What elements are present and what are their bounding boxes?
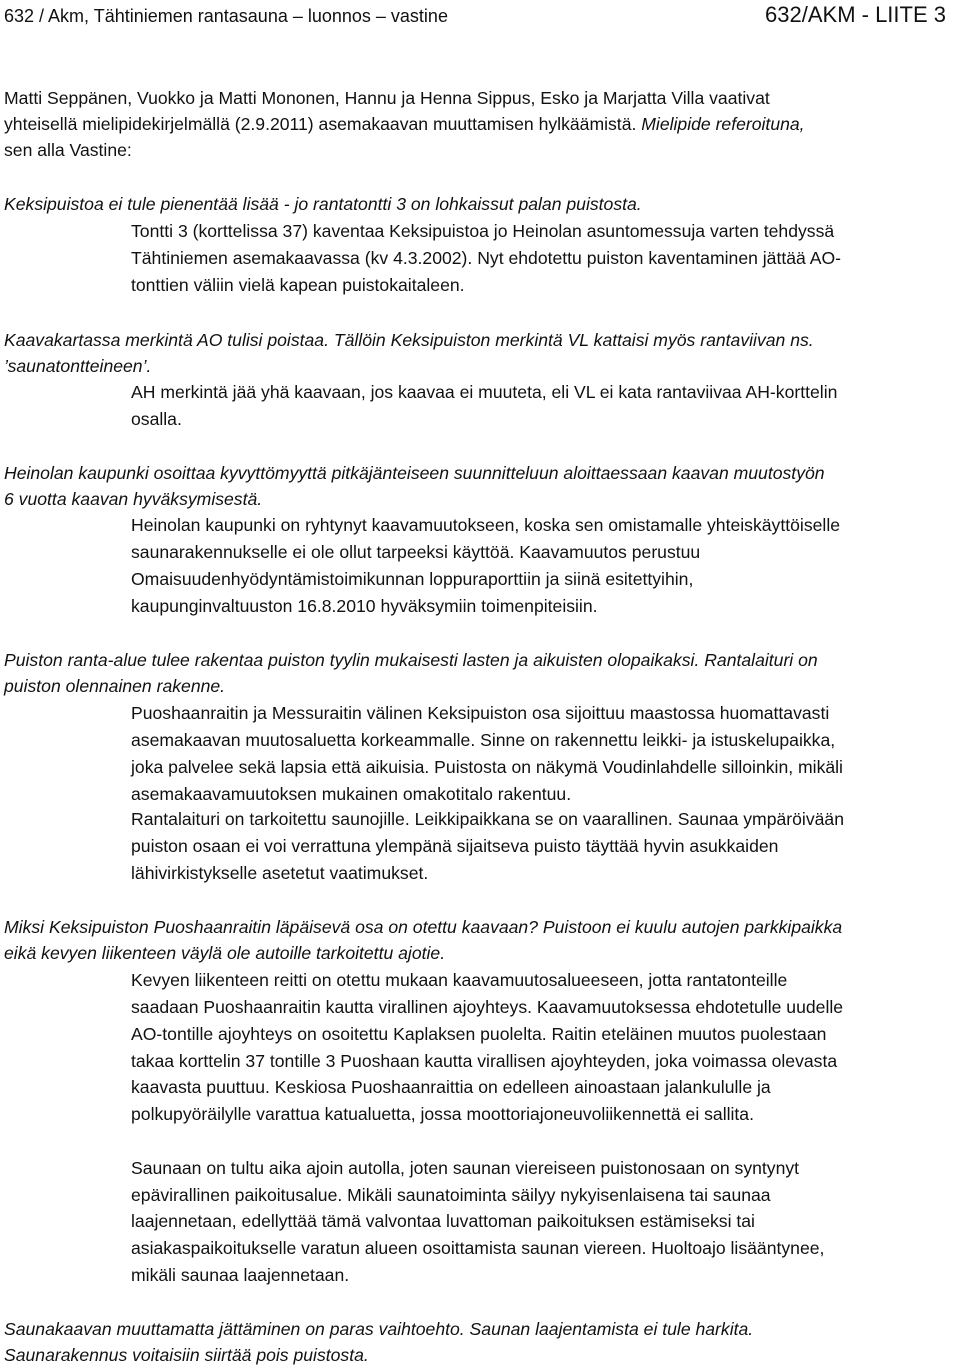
reply-line: lähivirkistykselle asetetut vaatimukset. xyxy=(131,863,429,883)
claim-line: ’saunatontteineen’. xyxy=(4,356,152,376)
intro-line: Matti Seppänen, Vuokko ja Matti Mononen, Hannu ja Henna Sippus, Esko ja Marjatta Villa vaativat xyxy=(4,88,770,108)
intro-italic-text: Mielipide referoituna, xyxy=(641,114,805,134)
reply-line: Tontti 3 (korttelissa 37) kaventaa Keksipuistoa jo Heinolan asuntomessuja varten tehdyssä xyxy=(131,221,835,241)
reply-line: joka palvelee sekä lapsia että aikuisia. Puistosta on näkymä Voudinlahdelle silloinkin, mikäli xyxy=(131,757,843,777)
reply-line: kaavasta puuttuu. Keskiosa Puoshaanraittia on edelleen ainoastaan jalankululle ja xyxy=(131,1077,771,1097)
reply-line: mikäli saunaa laajennetaan. xyxy=(131,1265,350,1285)
claim-line: Keksipuistoa ei tule pienentää lisää - jo rantatontti 3 on lohkaissut palan puistosta. xyxy=(4,194,642,214)
intro-line xyxy=(4,111,805,137)
reply-line: Kevyen liikenteen reitti on otettu mukaan kaavamuutosalueeseen, jotta rantatonteille xyxy=(131,970,788,990)
reply-line: osalla. xyxy=(131,409,182,429)
reply-line: tonttien väliin vielä kapean puistokaitaleen. xyxy=(131,275,465,295)
claim-line: puiston olennainen rakenne. xyxy=(4,676,226,696)
reply-line: asiakaspaikoitukselle varatun alueen osoittamista saunan viereen. Huoltoajo lisääntynee, xyxy=(131,1238,825,1258)
intro-line: sen alla Vastine: xyxy=(4,140,132,160)
reply-line: polkupyöräilylle varattua katualuetta, jossa moottoriajoneuvoliikennettä ei sallita. xyxy=(131,1104,754,1124)
reply-line: laajennetaan, edellyttää tämä valvontaa luvattoman paikoituksen estämiseksi tai xyxy=(131,1211,755,1231)
reply-line: Puoshaanraitin ja Messuraitin välinen Keksipuiston osa sijoittuu maastossa huomattavasti xyxy=(131,703,830,723)
reply-line: Heinolan kaupunki on ryhtynyt kaavamuutokseen, koska sen omistamalle yhteiskäyttöiselle xyxy=(131,515,841,535)
claim-line: eikä kevyen liikenteen väylä ole autoille tarkoitettu ajotie. xyxy=(4,943,446,963)
claim-line: Saunarakennus voitaisiin siirtää pois puistosta. xyxy=(4,1345,369,1365)
header-appendix-label: 632/AKM - LIITE 3 xyxy=(765,2,946,27)
reply-line: Tähtiniemen asemakaavassa (kv 4.3.2002). Nyt ehdotettu puiston kaventaminen jättää AO- xyxy=(131,248,842,268)
reply-line: puiston osaan ei voi verrattuna ylempänä sijaitseva puisto täyttää hyvin asukkaiden xyxy=(131,836,779,856)
claim-line: Saunakaavan muuttamatta jättäminen on paras vaihtoehto. Saunan laajentamista ei tule harkita. xyxy=(4,1319,754,1339)
reply-line: saunarakennukselle ei ole ollut tarpeeksi käyttöä. Kaavamuutos perustuu xyxy=(131,542,701,562)
reply-line: kaupunginvaltuuston 16.8.2010 hyväksymiin toimenpiteisiin. xyxy=(131,596,598,616)
reply-line: asemakaavamuutoksen mukainen omakotitalo rakentuu. xyxy=(131,784,572,804)
claim-line: 6 vuotta kaavan hyväksymisestä. xyxy=(4,489,263,509)
claim-line: Kaavakartassa merkintä AO tulisi poistaa. Tällöin Keksipuiston merkintä VL kattaisi myös rantaviivan ns. xyxy=(4,330,814,350)
reply-line: epävirallinen paikoitusalue. Mikäli saunatoiminta säilyy nykyisenlaisena tai saunaa xyxy=(131,1185,771,1205)
reply-line: AO-tontille ajoyhteys on osoitettu Kaplaksen puolelta. Raitin eteläinen muutos puolestaan xyxy=(131,1024,827,1044)
reply-line: Omaisuudenhyödyntämistoimikunnan loppuraporttiin ja siinä esitettyihin, xyxy=(131,569,694,589)
reply-line: saadaan Puoshaanraitin kautta virallinen ajoyhteys. Kaavamuutoksessa ehdotetulle uudelle xyxy=(131,997,844,1017)
reply-line: asemakaavan muutosaluetta korkeammalle. Sinne on rakennettu leikki- ja istuskelupaikka, xyxy=(131,730,836,750)
reply-line: Saunaan on tultu aika ajoin autolla, joten saunan viereiseen puistonosaan on syntynyt xyxy=(131,1158,800,1178)
claim-line: Miksi Keksipuiston Puoshaanraitin läpäisevä osa on otettu kaavaan? Puistoon ei kuulu autojen parkkipaikka xyxy=(4,917,843,937)
intro-text: yhteisellä mielipidekirjelmällä (2.9.2011) asemakaavan muuttamisen hylkäämistä. xyxy=(4,114,642,134)
reply-line: Rantalaituri on tarkoitettu saunojille. Leikkipaikkana se on vaarallinen. Saunaa ympäröivään xyxy=(131,809,844,829)
claim-line: Heinolan kaupunki osoittaa kyvyttömyyttä pitkäjänteiseen suunnitteluun aloittaessaan kaavan muutostyön xyxy=(4,463,825,483)
reply-line: AH merkintä jää yhä kaavaan, jos kaavaa ei muuteta, eli VL ei kata rantaviivaa AH-korttelin xyxy=(131,382,838,402)
header-title: 632 / Akm, Tähtiniemen rantasauna – luonnos – vastine xyxy=(4,6,448,26)
reply-line: takaa korttelin 37 tontille 3 Puoshaan kautta virallisen ajoyhteyden, joka voimassa olevasta xyxy=(131,1051,838,1071)
claim-line: Puiston ranta-alue tulee rakentaa puiston tyylin mukaisesti lasten ja aikuisten olopaikaksi. Rantalaituri on xyxy=(4,650,818,670)
